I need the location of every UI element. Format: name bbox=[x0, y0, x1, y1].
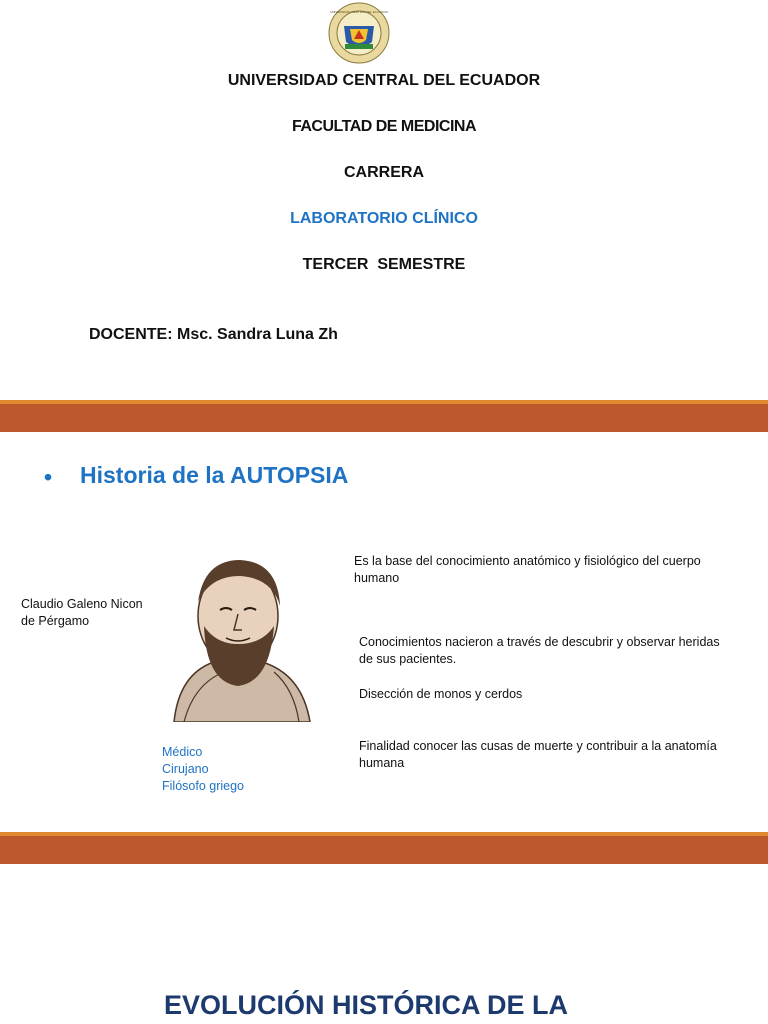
galen-portrait-icon bbox=[154, 544, 322, 722]
slide-heading: Historia de la AUTOPSIA bbox=[80, 462, 349, 488]
role-item: Filósofo griego bbox=[162, 779, 244, 793]
role-item: Cirujano bbox=[162, 762, 209, 776]
teacher-name: DOCENTE: Msc. Sandra Luna Zh bbox=[89, 326, 338, 343]
faculty-name: FACULTAD DE MEDICINA bbox=[291, 118, 477, 135]
fact-text: Disección de monos y cerdos bbox=[359, 687, 523, 701]
slide-divider bbox=[0, 832, 768, 864]
career-label: CARRERA bbox=[344, 164, 424, 181]
bullet-marker: • bbox=[44, 464, 53, 490]
semester: TERCER SEMESTRE bbox=[302, 256, 466, 273]
evolution-slide bbox=[0, 864, 768, 1024]
university-name: UNIVERSIDAD CENTRAL DEL ECUADOR bbox=[227, 72, 541, 89]
history-slide bbox=[0, 432, 768, 832]
seal-text: UNIVERSIDAD CENTRAL DEL ECUADOR bbox=[330, 10, 388, 14]
career-name: LABORATORIO CLÍNICO bbox=[290, 210, 478, 227]
slide-divider bbox=[0, 400, 768, 432]
role-item: Médico bbox=[162, 745, 203, 759]
person-name bbox=[21, 596, 156, 630]
person-name-line: de Pérgamo bbox=[21, 614, 90, 628]
fact-text: Conocimientos nacieron a través de descubrir y observar heridas de sus pacientes. bbox=[359, 635, 720, 666]
university-seal-icon bbox=[328, 2, 390, 64]
fact-text: Es la base del conocimiento anatómico y fisiológico del cuerpo humano bbox=[354, 554, 701, 585]
title-slide bbox=[0, 0, 768, 400]
fact-text: Finalidad conocer las cusas de muerte y contribuir a la anatomía humana bbox=[359, 739, 717, 770]
role-list bbox=[162, 744, 302, 795]
slide-title: EVOLUCIÓN HISTÓRICA DE LA bbox=[164, 990, 569, 1020]
person-name-line: Claudio Galeno Nicon bbox=[21, 597, 143, 611]
